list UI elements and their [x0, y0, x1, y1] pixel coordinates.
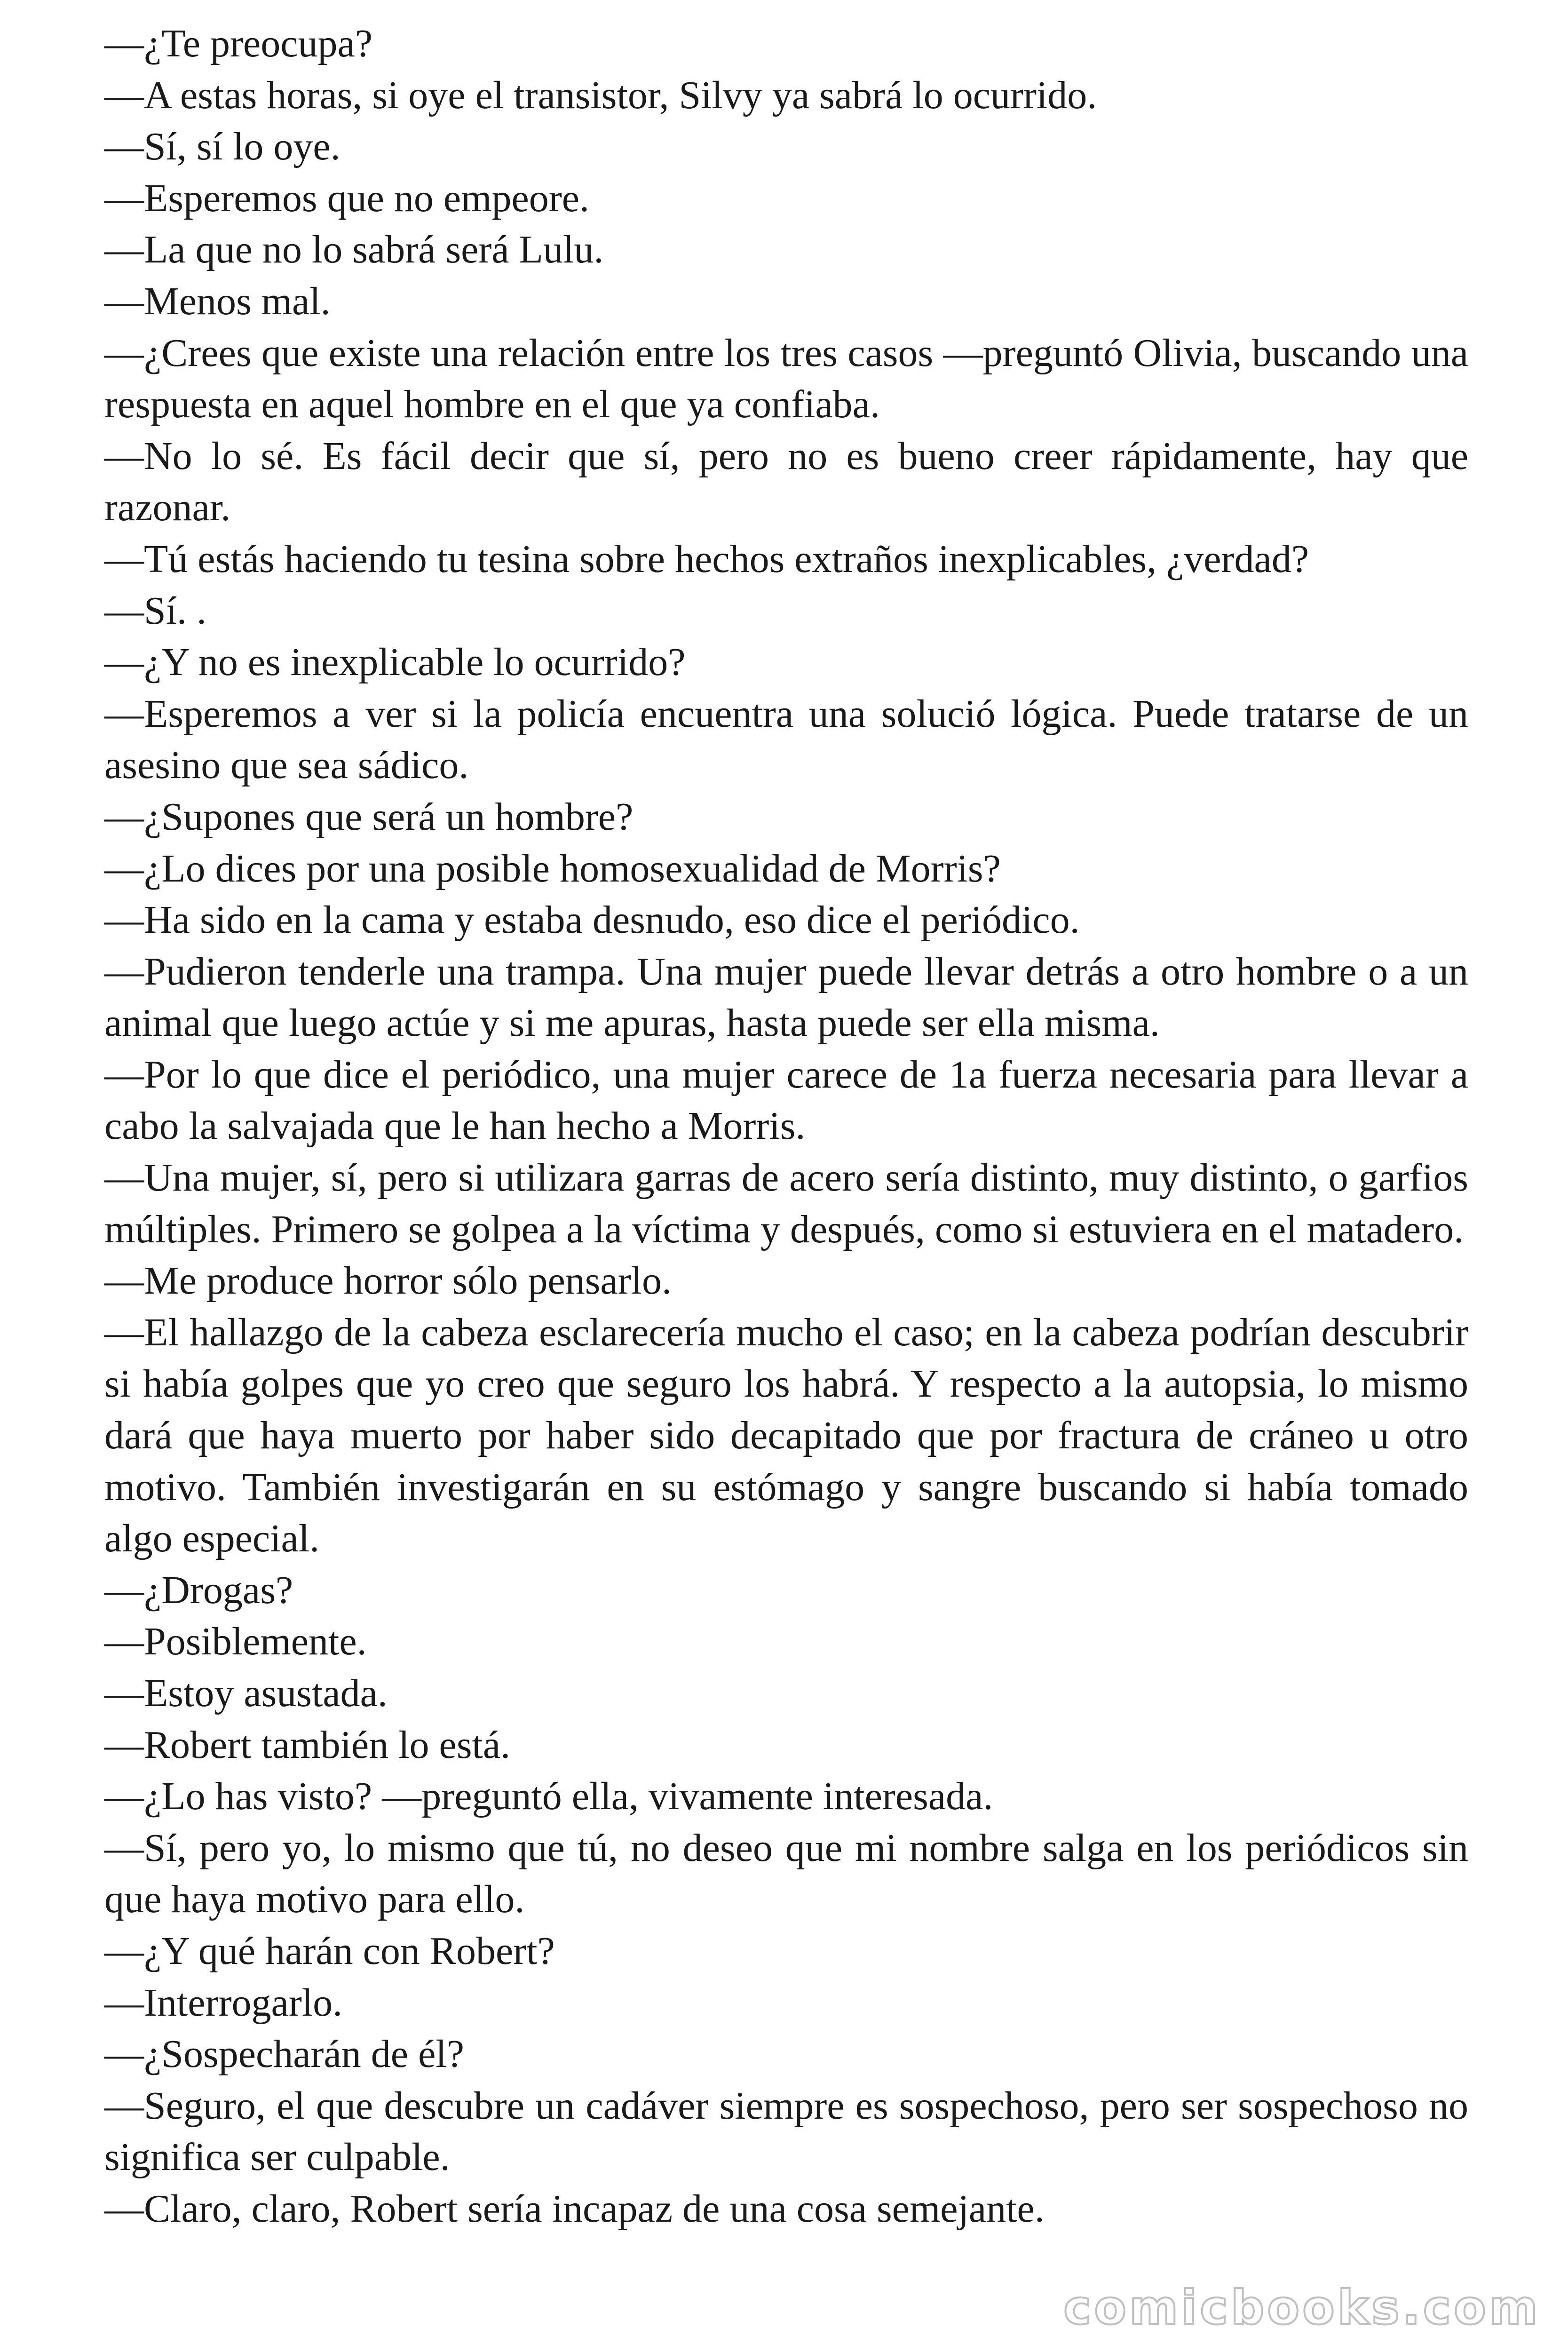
- paragraph: —Menos mal.: [104, 279, 331, 323]
- paragraph: —¿Te preocupa?: [104, 22, 373, 65]
- paragraph: —Estoy asustada.: [104, 1671, 388, 1715]
- watermark: comicbooks.com: [1063, 2280, 1541, 2335]
- paragraph: —Claro, claro, Robert sería incapaz de una cosa semejante.: [104, 2186, 1045, 2231]
- paragraph: —Robert también lo está.: [104, 1723, 511, 1767]
- paragraph: —¿Lo dices por una posible homosexualidad de Morris?: [104, 846, 1001, 890]
- paragraph: —Por lo que dice el periódico, una mujer carece de 1a fuerza necesaria para llevar a cabo la salvajada que le han hecho a Morris.: [104, 1052, 1468, 1148]
- paragraph: —Ha sido en la cama y estaba desnudo, eso dice el periódico.: [104, 898, 1080, 942]
- paragraph: —No lo sé. Es fácil decir que sí, pero no es bueno creer rápidamente, hay que razonar.: [104, 434, 1468, 530]
- paragraph: —Sí, sí lo oye.: [104, 125, 341, 169]
- paragraph: —Tú estás haciendo tu tesina sobre hechos extraños inexplicables, ¿verdad?: [104, 537, 1309, 581]
- paragraph: —Pudieron tenderle una trampa. Una mujer puede llevar detrás a otro hombre o a un animal que luego actúe y si me apuras, hasta puede ser ella misma.: [104, 949, 1468, 1045]
- paragraph: —Sí, pero yo, lo mismo que tú, no deseo que mi nombre salga en los periódicos sin que haya motivo para ello.: [104, 1826, 1468, 1922]
- paragraph: —¿Supones que será un hombre?: [104, 795, 634, 839]
- paragraph: —¿Y qué harán con Robert?: [104, 1929, 555, 1973]
- document-body: [104, 18, 1468, 2235]
- paragraph: —Seguro, el que descubre un cadáver siempre es sospechoso, pero ser sospechoso no significa ser culpable.: [104, 2083, 1468, 2179]
- paragraph: —Interrogarlo.: [104, 1980, 343, 2025]
- paragraph: —¿Crees que existe una relación entre los tres casos —preguntó Olivia, buscando una respuesta en aquel hombre en el que ya confiaba.: [104, 331, 1468, 427]
- paragraph: —Una mujer, sí, pero si utilizara garras de acero sería distinto, muy distinto, o garfios múltiples. Primero se golpea a la víctima y después, como si estuviera en el matadero.: [104, 1156, 1468, 1251]
- paragraph: —¿Sospecharán de él?: [104, 2032, 464, 2076]
- paragraph: —Esperemos a ver si la policía encuentra una solució lógica. Puede tratarse de un asesino que sea sádico.: [104, 691, 1468, 787]
- paragraph: —¿Y no es inexplicable lo ocurrido?: [104, 640, 686, 684]
- paragraph: —¿Drogas?: [104, 1568, 293, 1612]
- paragraph: —A estas horas, si oye el transistor, Silvy ya sabrá lo ocurrido.: [104, 73, 1097, 117]
- paragraph: —El hallazgo de la cabeza esclarecería mucho el caso; en la cabeza podrían descubrir si había golpes que yo creo que seguro los habrá. Y respecto a la autopsia, lo mismo dará que haya muerto por haber sido decapitado que por fractura de cráneo u otro motivo. También investigarán en su estómago y sangre buscando si había tomado algo especial.: [104, 1310, 1468, 1561]
- paragraph: —Me produce horror sólo pensarlo.: [104, 1259, 672, 1303]
- paragraph: —Sí. .: [104, 588, 207, 633]
- paragraph: —La que no lo sabrá será Lulu.: [104, 228, 604, 272]
- paragraph: —¿Lo has visto? —preguntó ella, vivamente interesada.: [104, 1774, 993, 1819]
- paragraph: —Esperemos que no empeore.: [104, 176, 590, 220]
- paragraph: —Posiblemente.: [104, 1620, 367, 1664]
